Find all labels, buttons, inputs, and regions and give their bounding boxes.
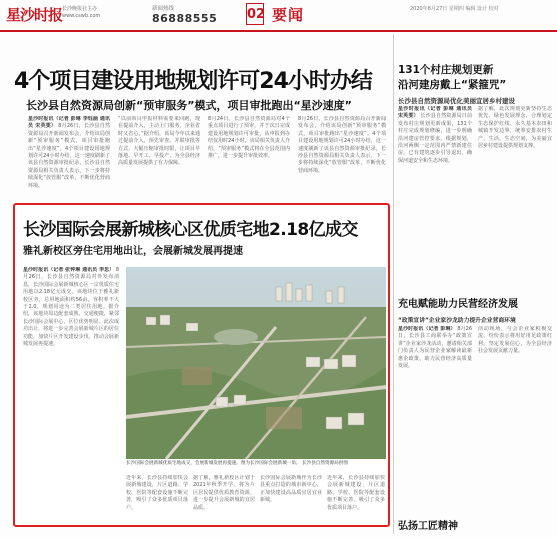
page-number: 02	[246, 3, 264, 25]
news-hotline	[152, 4, 227, 26]
right-headline-1: 131个村庄规划更新	[398, 64, 494, 76]
feature-photo-caption: 长沙国际会展新城优质宅地成交，会展新城发展再提速。图为长沙国际会展新城一角。 长沙县自然资源局供图	[126, 461, 348, 466]
feature-subheadline: 雅礼新校区旁住宅用地出让，会展新城发展再提速	[23, 246, 243, 257]
hotline-number: 86888555	[152, 12, 218, 25]
lead-body-col1	[28, 116, 110, 200]
masthead	[0, 0, 557, 32]
lead-body-col3: 8月24日，长沙县自然资源局对4个重点项目进行了预审，并于次日完成建设用地规划许可审批，从申报到办结仅用时24小时。该局相关负责人介绍，“预审服务”模式将在全县范围内推广，进一步提升审批效率。	[208, 116, 290, 160]
column-divider	[393, 34, 394, 534]
hotline-label: 新闻热线	[152, 6, 175, 12]
right-body-col4: 活动现场，与会企业家积极交流，纷纷表示将用好用足政策红利，坚定发展信心，为全县经济社会发展贡献力量。	[478, 326, 552, 355]
section-name: 要闻	[272, 6, 305, 24]
feature-body-col3: 据了解，雅礼新校区计划于2021年秋季开学，将为片区居民提供优质教育资源，进一步提升会展新城的宜居品质。	[193, 475, 255, 511]
logo-subtitle: 长沙晚报社主办 www.cswb.com	[62, 6, 101, 19]
lead-subheadline: 长沙县自然资源局创新“预审服务”模式，项目审批跑出“星沙速度”	[26, 99, 352, 112]
right-body-text: 长沙县自然资源局日前发布村庄规划更新成果，131个村庄完成规划修编，进一步明确沿河建房管控要求。根据规划，沿河两侧一定范围内严禁新建住房，已有建筑逐步引导退出，确保河道安全和生态环境。	[398, 113, 472, 164]
right-body-col1	[398, 106, 472, 246]
lead-body-col4: 8月26日，长沙县自然资源局召开新闻发布会，介绍该局创新“预审服务”模式，项目审批跑出“星沙速度”。4个项目建设用地规划许可24小时办结，这一速度刷新了该县自然资源审批纪录，长沙县自然资源局相关负责人表示，下一步将持续深化“放管服”改革，不断优化营商环境。	[298, 116, 386, 174]
feature-body-text: 8月26日，长沙县自然资源局对外发布消息，长沙国际会展新城核心区一宗优质住宅用地以2.18亿元成交。该地块位于雅礼新校区旁，总用地面积约56亩，容积率不大于2.0，规划用途为二类居住用地。据介绍，该地块周边配套成熟，交通便捷，紧邻长沙国际会展中心，区位优势明显。此次成功出让，将进一步完善会展新城片区的居住功能，加快片区开发建设步伐，推动会展新城发展再提速。	[23, 267, 119, 348]
right-byline: 星沙时报讯（记者 彭琳 通讯员 宋英雯）	[398, 106, 472, 120]
right-subheadline: 长沙县自然资源局优化美丽宜居乡村建设	[398, 97, 515, 105]
lead-body-col2: “以前项目申报材料需要来回跑，现在提前介入，主动上门服务，企业省时又省心。”据介绍，该局今年以来通过提前介入、预先审查、并联审批等方式，大幅压缩审批时限，让项目早落地、早开工、早投产，为全县经济高质量发展提供了有力保障。	[118, 116, 200, 167]
feature-aerial-photo	[126, 267, 386, 459]
lead-body-text: 8月26日，长沙县自然资源局召开新闻发布会，介绍该局创新“预审服务”模式，项目审批跑出“星沙速度”。4个项目建设用地规划许可24小时办结，这一速度刷新了该县自然资源审批纪录，长沙县自然资源局相关负责人表示，下一步将持续深化“放管服”改革，不断优化营商环境。	[28, 123, 110, 189]
aerial-city-illustration	[126, 267, 386, 459]
feature-article-box	[13, 203, 390, 527]
feature-body-col1	[23, 267, 119, 519]
lead-byline: 星沙时报讯（记者 彭琳 李钰涵 通讯员 宋英雯）	[28, 116, 110, 130]
lead-headline: 4个项目建设用地规划许可24小时办结	[14, 69, 372, 94]
right-body-col3	[398, 326, 472, 512]
right-subheadline-2: “政策宣讲”企业家沙龙助力提升企业营商环境	[398, 318, 516, 324]
right-headline-3: 充电赋能助力民营经济发展	[398, 299, 518, 310]
right-byline-2: 星沙时报讯（记者 彭琳）	[398, 326, 456, 332]
newspaper-logo: 星沙时报	[6, 6, 63, 24]
feature-body-col5: 近年来，长沙县持续加快会展新城建设，片区道路、学校、医院等配套设施不断完善，吸引了众多优质项目落户。	[327, 475, 385, 511]
header-info: 2020年8月27日 星期四 编辑 设计 校对	[410, 6, 499, 12]
right-body-col2: 据了解，此次规划更新坚持生态优先、绿色发展理念，合理划定生态保护红线、永久基本农田和城镇开发边界，统筹安排农村生产、生活、生态空间，为美丽宜居乡村建设提供规划支撑。	[478, 106, 552, 150]
feature-body-col2: 近年来，长沙县持续加快会展新城建设，片区道路、学校、医院等配套设施不断完善，吸引了众多优质项目落户。	[126, 475, 188, 511]
right-body-text-2: 8月26日，长沙县工商联举办“政策宣讲”企业家沙龙活动，邀请相关部门负责人为民营企业家解读最新惠企政策，助力民营经济高质量发展。	[398, 326, 472, 370]
feature-body-col4: 长沙国际会展新城作为长沙县重点打造的城市新中心，正加快建设高品质宜居宜业新城。	[260, 475, 322, 504]
feature-byline: 星沙时报讯（记者 张钟琳 通讯员 李思）	[23, 267, 115, 273]
right-headline-2: 沿河建房戴上“紧箍咒”	[398, 79, 507, 91]
feature-headline: 长沙国际会展新城核心区优质宅地2.18亿成交	[23, 220, 358, 240]
footer-headline: 弘扬工匠精神	[398, 521, 458, 532]
